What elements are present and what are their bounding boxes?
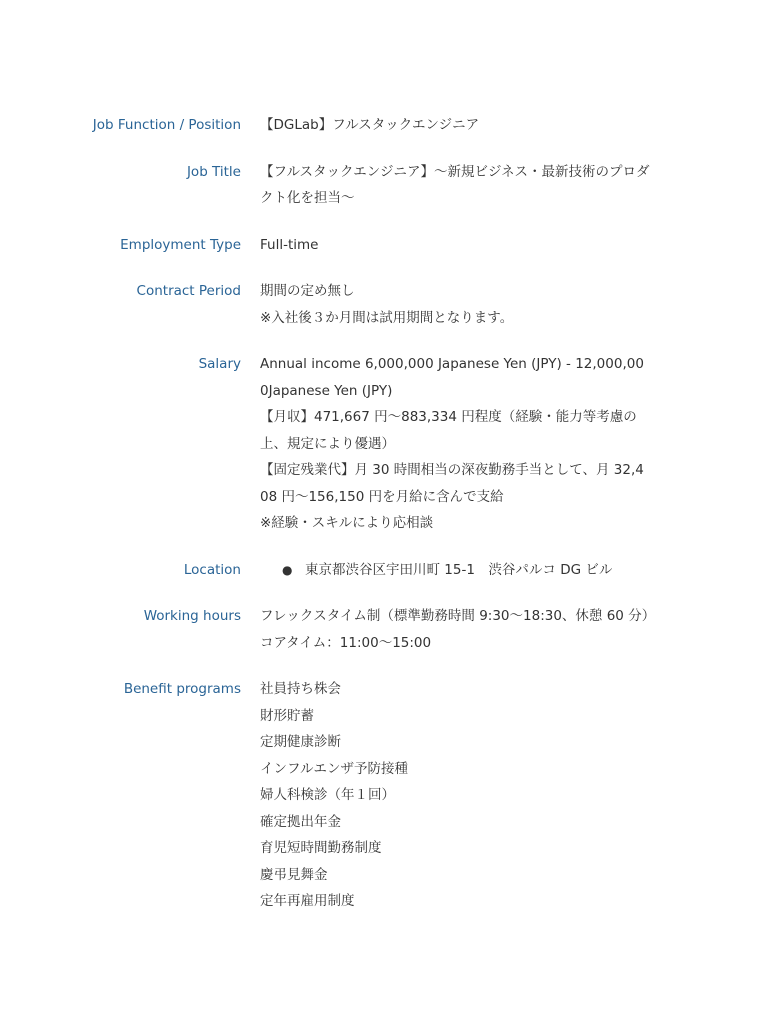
benefit-item: 財形貯蓄: [260, 707, 314, 724]
row-employment-type: [0, 232, 768, 259]
job-function-text: 【DGLab】フルスタックエンジニア: [260, 117, 480, 133]
location-label: Location: [183, 561, 241, 578]
row-location: [0, 557, 768, 584]
job-function-label: Job Function / Position: [92, 117, 241, 133]
benefit-programs-label: Benefit programs: [123, 681, 241, 697]
working-hours-label: Working hours: [143, 608, 241, 624]
benefit-item: 慶弔見舞金: [260, 866, 328, 883]
row-job-title: [0, 159, 768, 212]
benefit-item: 定期健康診断: [260, 734, 341, 750]
contract-period-value: [260, 278, 652, 331]
job-title-label: Job Title: [186, 163, 241, 180]
job-function-value: [260, 112, 652, 139]
salary-line: 【固定残業代】月 30 時間相当の深夜勤務手当として、月 32,408 円〜156,150 円を月給に含んで支給: [260, 462, 644, 505]
row-salary: [0, 351, 768, 537]
salary-line: Annual income 6,000,000 Japanese Yen (JPY) - 12,000,000Japanese Yen (JPY): [260, 356, 644, 399]
contract-period-label: Contract Period: [136, 283, 241, 299]
location-list: [260, 557, 652, 584]
row-job-function: [0, 112, 768, 139]
location-address: 東京都渋谷区宇田川町 15-1 渋谷パルコ DG ビル: [305, 561, 613, 578]
job-title-text: 【フルスタックエンジニア】〜新規ビジネス・最新技術のプロダクト化を担当〜: [260, 163, 650, 206]
location-list-item: [260, 557, 652, 584]
benefit-item: 育児短時間勤務制度: [260, 840, 382, 856]
bullet-icon: ●: [282, 562, 293, 577]
benefit-item: 確定拠出年金: [260, 813, 341, 830]
employment-type-value: [260, 232, 652, 259]
working-hours-line: フレックスタイム制（標準勤務時間 9:30〜18:30、休憩 60 分）: [260, 608, 656, 624]
row-benefit-programs: [0, 676, 768, 915]
working-hours-value: [260, 603, 656, 656]
salary-label: Salary: [198, 356, 241, 372]
salary-value: [260, 351, 652, 537]
contract-period-line: ※入社後３か月間は試用期間となります。: [260, 309, 514, 326]
benefit-item: 定年再雇用制度: [260, 893, 355, 909]
employment-type-label: Employment Type: [120, 236, 241, 253]
salary-line: ※経験・スキルにより応相談: [260, 515, 434, 531]
contract-period-line: 期間の定め無し: [260, 283, 355, 299]
row-working-hours: [0, 603, 768, 656]
benefit-programs-value: [260, 676, 652, 915]
benefit-item: インフルエンザ予防接種: [260, 760, 408, 777]
salary-line: 【月収】471,667 円〜883,334 円程度（経験・能力等考慮の上、規定により優遇）: [260, 409, 637, 452]
employment-type-text: Full-time: [260, 236, 319, 253]
location-value: [260, 557, 652, 584]
job-title-value: [260, 159, 652, 212]
working-hours-line: コアタイム：11:00〜15:00: [260, 634, 432, 651]
row-contract-period: [0, 278, 768, 331]
benefit-item: 社員持ち株会: [260, 681, 341, 697]
benefit-item: 婦人科検診（年１回）: [260, 787, 395, 803]
job-details-table: [0, 112, 768, 935]
